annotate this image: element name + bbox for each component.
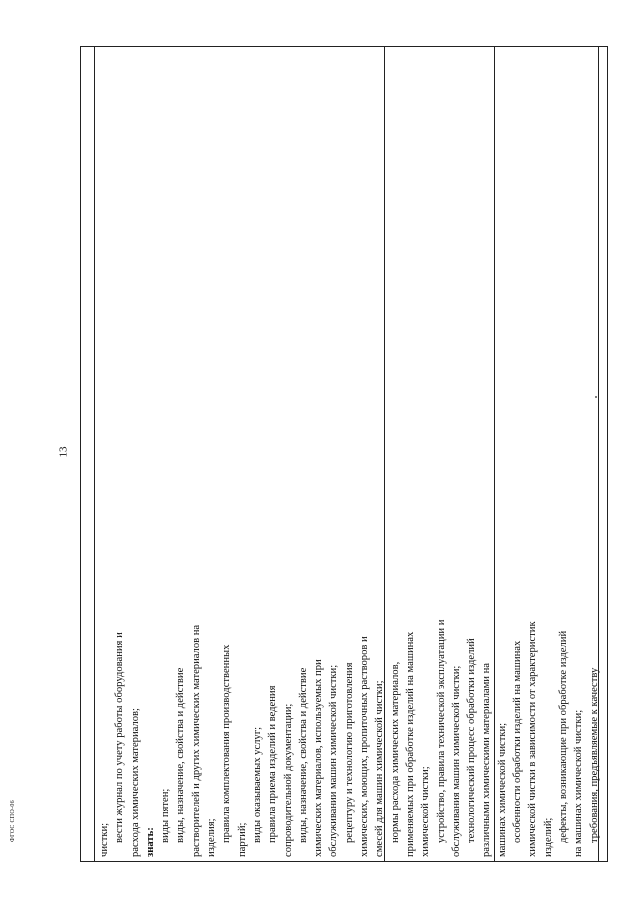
content-line: виды, назначение, свойства и действие [175,667,187,843]
table-column-disciplines [599,47,640,861]
content-line: виды оказываемых услуг; [251,726,263,843]
content-line: химических, моющих, пропиточных растворов и [359,636,371,857]
content-line: применяемых при обработке изделий на машинах [404,631,416,857]
content-line: расхода химических материалов; [129,708,141,857]
content-line: правила приема изделий и ведения [267,685,279,843]
curriculum-table [80,46,608,862]
content-line: виды пятен; [160,788,172,843]
content-line: виды, назначение, свойства и действие [297,667,309,843]
content-line: обслуживании машин химической чистки; [328,664,340,857]
content-line: вести журнал по учету работы оборудования и [114,632,126,843]
content-line: смесей для машин химической чистки; [374,680,386,857]
content-line: партий; [236,822,248,857]
content-line: изделия; [206,818,218,857]
content-line: устройство, правила технической эксплуатации и [435,619,447,843]
content-line: на машинах химической чистки; [573,709,585,857]
scan-speck [595,396,597,398]
table-column-hours-max [385,47,495,861]
content-line: химической чистки; [420,766,432,857]
content-line: требования, предъявляемые к качеству [588,667,600,843]
table-column-content [95,47,600,861]
content-line: химической чистки в зависимости от характеристик [527,621,539,857]
table-column-hours-required [495,47,599,861]
content-line: дефекты, возникающие при обработке изделий [557,630,569,843]
content-line: чистки; [99,822,110,857]
content-line: изделий; [542,817,554,857]
content-line: нормы расхода химических материалов, [389,661,401,843]
content-line: технологический процесс обработки изделий [466,638,478,843]
content-line: химических материалов, используемых при [313,659,325,857]
content-line: рецептуру и технологию приготовления [343,662,355,843]
content-line: машинах химической чистки; [496,722,508,857]
content-line: правила комплектования производственных [221,644,233,843]
footer-code: ФГОС СПО-06 [9,800,16,842]
content-line: растворителей и других химических материалов на [190,624,202,857]
content-line: сопроводительной документации; [282,703,294,857]
content-line: особенности обработки изделий на машинах [512,640,524,843]
table-column-code [81,47,95,861]
page-number: 13 [57,446,70,458]
content-line: различными химическими материалами на [481,663,493,857]
content-line: обслуживания машин химической чистки; [450,665,462,857]
content-line: знать: [144,827,156,857]
